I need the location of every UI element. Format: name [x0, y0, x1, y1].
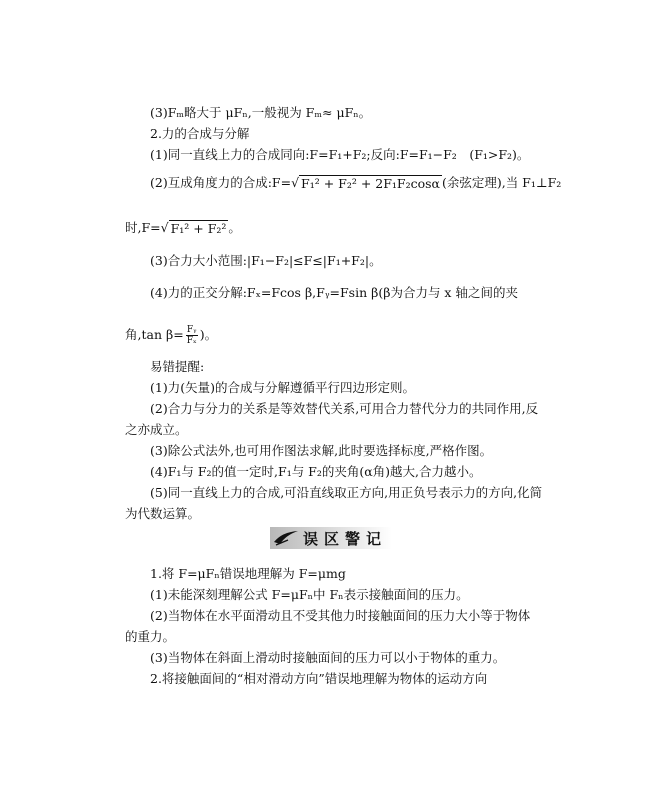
formula-prefix: 时,F= [125, 220, 161, 235]
text-line-perpendicular [125, 220, 241, 237]
text-line-friction-max: (3)Fₘ略大于 μFₙ,一般视为 Fₘ≈ μFₙ。 [150, 105, 372, 120]
fraction-numerator: Fᵧ [186, 325, 197, 335]
sqrt-radicand: F₁² + F₂² [170, 221, 227, 236]
text-line-same-line-algebra: (5)同一直线上力的合成,可沿直线取正方向,用正负号表示力的方向,化简 [150, 485, 543, 500]
text-line-mistake-1-reason-3: (3)当物体在斜面上滑动时接触面间的压力可以小于物体的重力。 [150, 650, 506, 665]
formula-suffix: 。 [228, 220, 241, 235]
subheading-common-mistakes: 易错提醒: [150, 359, 205, 374]
text-line-same-line-composition: (1)同一直线上力的合成同向:F=F₁+F₂;反向:F=F₁−F₂ (F₁>F₂)。 [150, 147, 530, 162]
sqrt-icon: √ [291, 175, 300, 190]
text-line-mistake-1-reason-2-cont: 的重力。 [125, 629, 176, 644]
text-line-orthogonal-decomposition: (4)力的正交分解:Fₓ=Fcos β,Fᵧ=Fsin β(β为合力与 x 轴之间的夹 [150, 285, 518, 300]
formula-prefix: 角,tan β= [125, 327, 184, 342]
formula-prefix: (2)互成角度力的合成:F= [150, 175, 292, 190]
text-line-tan-beta [125, 325, 217, 346]
text-line-equivalent-substitution: (2)合力与分力的关系是等效替代关系,可用合力替代分力的共同作用,反 [150, 401, 539, 416]
text-line-mistake-2: 2.将接触面间的“相对滑动方向”错误地理解为物体的运动方向 [150, 671, 488, 686]
text-line-parallelogram-rule: (1)力(矢量)的合成与分解遵循平行四边形定则。 [150, 380, 415, 395]
section-banner-mistakes [270, 525, 392, 551]
text-line-mistake-1-reason-2: (2)当物体在水平面滑动且不受其他力时接触面间的压力大小等于物体 [150, 608, 531, 623]
text-line-graphical-method: (3)除公式法外,也可用作图法求解,此时要选择标度,严格作图。 [150, 443, 493, 458]
text-line-resultant-range: (3)合力大小范围:|F₁−F₂|≤F≤|F₁+F₂|。 [150, 253, 382, 268]
text-line-mistake-1: 1.将 F=μFₙ错误地理解为 F=μmg [150, 566, 346, 581]
sqrt-radicand: F₁² + F₂² + 2F₁F₂cosα [301, 176, 440, 191]
fraction-denominator: Fₓ [186, 336, 197, 346]
formula-suffix: )。 [199, 327, 218, 342]
text-line-equivalent-substitution-cont: 之亦成立。 [125, 422, 188, 437]
banner-title: 误区警记 [303, 530, 388, 548]
pen-swoosh-icon [272, 528, 300, 548]
text-line-same-line-algebra-cont: 为代数运算。 [125, 506, 201, 521]
section-heading-force-composition: 2.力的合成与分解 [150, 126, 250, 141]
sqrt-icon: √ [160, 220, 169, 235]
text-line-angle-composition [150, 175, 561, 192]
formula-suffix: (余弦定理),当 F₁⊥F₂ [441, 175, 562, 190]
text-line-angle-effect: (4)F₁与 F₂的值一定时,F₁与 F₂的夹角(α角)越大,合力越小。 [150, 464, 482, 479]
fraction [186, 325, 198, 346]
text-line-mistake-1-reason-1: (1)未能深刻理解公式 F=μFₙ中 Fₙ表示接触面间的压力。 [150, 587, 469, 602]
